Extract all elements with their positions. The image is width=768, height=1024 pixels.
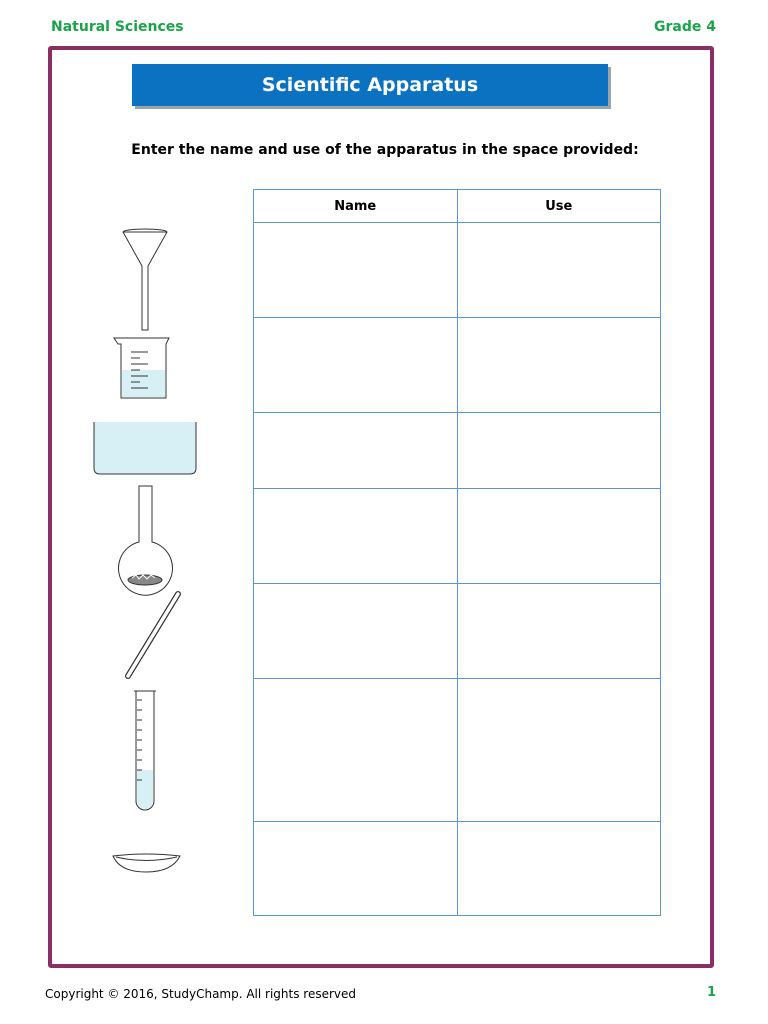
- instruction-text: Enter the name and use of the apparatus in the space provided:: [131, 142, 639, 158]
- trough-icon: [94, 422, 196, 474]
- column-header-name: Name: [254, 190, 458, 223]
- test-tube-icon: [134, 691, 156, 810]
- subject-label: Natural Sciences: [51, 19, 184, 35]
- beaker-icon: [114, 338, 169, 398]
- glass-rod-icon: [128, 594, 178, 676]
- funnel-icon: [123, 229, 167, 330]
- copyright-text: Copyright © 2016, StudyChamp. All rights reserved: [45, 987, 357, 1001]
- page-number: 1: [706, 985, 716, 1000]
- round-bottom-flask-icon: [119, 486, 173, 595]
- grade-label: Grade 4: [654, 19, 716, 35]
- evaporating-dish-icon: [113, 854, 180, 872]
- page-title: Scientific Apparatus: [132, 64, 608, 106]
- column-header-use: Use: [457, 190, 661, 223]
